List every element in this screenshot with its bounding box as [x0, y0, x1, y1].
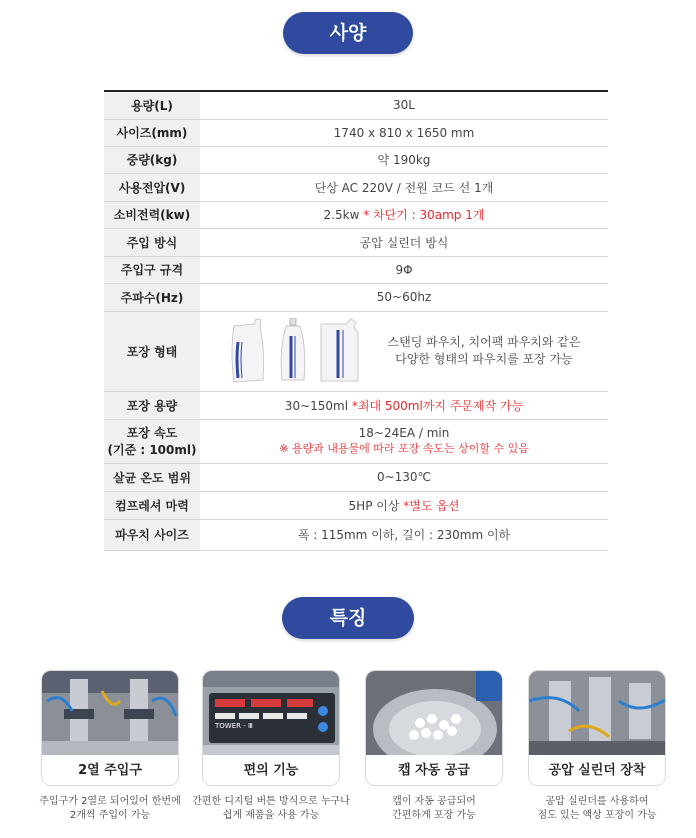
- pouch-type-line: 스탠딩 파우치, 치어팩 파우치와 같은: [387, 335, 581, 349]
- control-panel-brand-text: TOWER - Ⅲ: [215, 722, 253, 730]
- spec-label: 포장 형태: [104, 311, 200, 391]
- spec-label: [104, 419, 200, 463]
- feature-description-line: 공압 실린더를 사용하여: [545, 796, 649, 807]
- spec-value: 약 190kg: [200, 146, 608, 173]
- spec-value: 공압 실린더 방식: [200, 228, 608, 256]
- spec-value-text: 30~150ml: [284, 398, 349, 413]
- table-row: [104, 173, 608, 201]
- spec-value-text: 18~24EA / min: [358, 426, 450, 440]
- feature-card: [202, 670, 340, 786]
- spec-note: ※ 용량과 내용물에 따라 포장 속도는 상이할 수 있음: [279, 442, 529, 455]
- table-row: [104, 146, 608, 173]
- spec-label: 사용전압(V): [104, 173, 200, 201]
- feature-description-line: 2개씩 주입이 가능: [69, 810, 151, 821]
- spec-value: [200, 311, 608, 391]
- table-row: [104, 419, 608, 463]
- feature-description-line: 주입구가 2열로 되어있어 한번에: [39, 796, 181, 807]
- feature-description: [354, 795, 514, 823]
- table-row: [104, 519, 608, 550]
- feature-title: 2열 주입구: [42, 755, 178, 786]
- feature-description: [517, 795, 677, 823]
- standing-pouch-image: [228, 318, 268, 384]
- table-row: [104, 119, 608, 146]
- feature-card: [528, 670, 666, 786]
- feature-card: [365, 670, 503, 786]
- spec-value: [200, 419, 608, 463]
- nozzle-photo: [42, 671, 178, 755]
- feature-description-line: 간편하게 포장 가능: [392, 810, 476, 821]
- pouch-type-line: 다양한 형태의 파우치를 포장 가능: [395, 352, 573, 366]
- pneumatic-cylinder-photo: [529, 671, 665, 755]
- table-row: [104, 91, 608, 119]
- feature-title: 공압 실린더 장착: [529, 755, 665, 786]
- table-row: [104, 256, 608, 283]
- spec-label: 주파수(Hz): [104, 283, 200, 311]
- spec-value-text: 5HP 이상: [348, 498, 400, 513]
- feature-title: 편의 기능: [203, 755, 339, 786]
- feature-description-line: 캡이 자동 공급되어: [392, 796, 476, 807]
- feature-description-line: 쉽게 제품을 사용 가능: [222, 810, 320, 821]
- spec-value: 단상 AC 220V / 전원 코드 선 1개: [200, 173, 608, 201]
- spec-value: 50~60hz: [200, 283, 608, 311]
- spec-label: 중량(kg): [104, 146, 200, 173]
- table-row: [104, 491, 608, 519]
- table-row: [104, 311, 608, 391]
- spout-pouch-image: [278, 318, 308, 384]
- spec-section-title: 사양: [283, 12, 413, 54]
- table-row: [104, 391, 608, 419]
- spec-value-text: 2.5kw: [323, 208, 360, 222]
- spec-label: 주입 방식: [104, 228, 200, 256]
- control-panel-photo: [203, 671, 339, 755]
- spec-label-line: (기준 : 100ml): [107, 443, 197, 457]
- feature-description-line: 간편한 디지털 버튼 방식으로 누구나: [192, 796, 350, 807]
- spec-value: 9Φ: [200, 256, 608, 283]
- spec-value: [200, 201, 608, 228]
- spec-value-highlight: *별도 옵션: [399, 498, 460, 513]
- spec-label: 주입구 규격: [104, 256, 200, 283]
- spec-value: 30L: [200, 91, 608, 119]
- spec-label-line: 포장 속도: [126, 426, 178, 440]
- feature-description: [191, 795, 351, 823]
- spec-value: [200, 491, 608, 519]
- pouch-type-description: [388, 334, 581, 368]
- feature-description: [30, 795, 190, 823]
- spec-label: 용량(L): [104, 91, 200, 119]
- spec-label: 살균 온도 범위: [104, 463, 200, 491]
- cap-feeder-photo: [366, 671, 502, 755]
- spec-label: 컴프레셔 마력: [104, 491, 200, 519]
- features-section-title: 특징: [282, 597, 414, 639]
- spec-label: 파우치 사이즈: [104, 519, 200, 550]
- spec-value-highlight: *최대 500ml까지 주문제작 가능: [348, 398, 524, 413]
- spec-value: 0~130℃: [200, 463, 608, 491]
- table-row: [104, 201, 608, 228]
- feature-description-line: 점도 있는 액상 포장이 가능: [537, 810, 657, 821]
- spec-value: [200, 391, 608, 419]
- spec-table: [104, 90, 608, 551]
- spec-label: 사이즈(mm): [104, 119, 200, 146]
- corner-spout-pouch-image: [318, 318, 362, 384]
- table-row: [104, 228, 608, 256]
- feature-card: [41, 670, 179, 786]
- feature-title: 캡 자동 공급: [366, 755, 502, 786]
- spec-label: 소비전력(kw): [104, 201, 200, 228]
- spec-value-highlight: * 차단기 : 30amp 1개: [359, 208, 485, 222]
- table-row: [104, 283, 608, 311]
- spec-value: 폭 : 115mm 이하, 길이 : 230mm 이하: [200, 519, 608, 550]
- table-row: [104, 463, 608, 491]
- spec-value: 1740 x 810 x 1650 mm: [200, 119, 608, 146]
- spec-label: 포장 용량: [104, 391, 200, 419]
